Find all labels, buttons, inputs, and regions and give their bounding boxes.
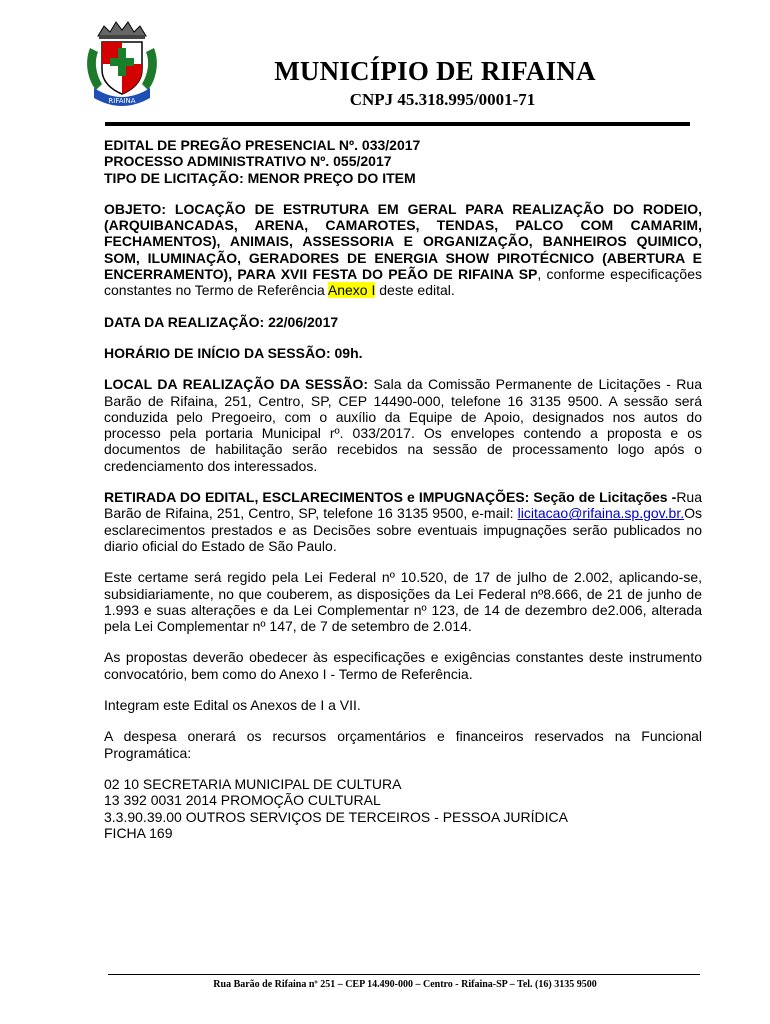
- document-body: [104, 137, 702, 841]
- objeto-tail: deste edital.: [375, 282, 455, 299]
- retirada-paragraph: [104, 489, 702, 554]
- edital-heading: [104, 137, 702, 186]
- lei-paragraph: Este certame será regido pela Lei Federal nº 10.520, de 17 de julho de 2.002, aplicando-se, subsidiariamente, no que couberem, as disposições da Lei Federal nº8.666, de 21 de junho de 1.993 e suas alterações e da Lei Complementar nº 123, de 14 de dezembro de2.006, alterada pela Lei Complementar nº 147, de 7 de setembro de 2.014.: [104, 569, 702, 635]
- objeto-paragraph: [104, 201, 702, 299]
- dotacao-line: FICHA 169: [104, 824, 173, 841]
- data-realizacao: DATA DA REALIZAÇÃO: 22/06/2017: [104, 313, 339, 330]
- licitacao-type: TIPO DE LICITAÇÃO: MENOR PREÇO DO ITEM: [104, 169, 416, 186]
- propostas-paragraph: As propostas deverão obedecer às especificações e exigências constantes deste instrumento convocatório, bem como do Anexo I - Termo de Referência.: [104, 649, 702, 682]
- anexos-paragraph: Integram este Edital os Anexos de I a VII.: [104, 697, 361, 714]
- retirada-text: Rua Barão de Rifaina, 251, Centro, SP, telefone 16 3135 9500, e-mail:: [104, 489, 702, 522]
- cnpj-line: CNPJ 45.318.995/0001-71: [349, 90, 536, 109]
- municipality-title: MUNICÍPIO DE RIFAINA: [274, 56, 596, 86]
- header-divider: [105, 122, 690, 126]
- dotacao-line: 02 10 SECRETARIA MUNICIPAL DE CULTURA: [104, 775, 402, 792]
- local-label: LOCAL DA REALIZAÇÃO DA SESSÃO:: [104, 376, 368, 393]
- crest-text: RIFAINA: [108, 97, 136, 105]
- edital-number: EDITAL DE PREGÃO PRESENCIAL Nº. 033/2017: [104, 137, 421, 153]
- horario-sessao: HORÁRIO DE INÍCIO DA SESSÃO: 09h.: [104, 344, 363, 361]
- retirada-tail: Os esclarecimentos prestados e as Decisões sobre eventuais impugnações serão publicados no diario oficial do Estado de São Paulo.: [104, 505, 702, 554]
- anexo-highlight: Anexo I: [327, 282, 376, 299]
- processo-number: PROCESSO ADMINISTRATIVO Nº. 055/2017: [104, 153, 392, 170]
- despesa-paragraph: A despesa onerará os recursos orçamentários e financeiros reservados na Funcional Programática:: [104, 728, 702, 761]
- objeto-text: , conforme especificações constantes no Termo de Referência: [104, 266, 702, 299]
- local-paragraph: [104, 376, 702, 474]
- footer-address: Rua Barão de Rifaina nº 251 – CEP 14.490-000 – Centro - Rifaina-SP – Tel. (16) 3135 9500: [213, 979, 597, 990]
- dotacao-line: 3.3.90.39.00 OUTROS SERVIÇOS DE TERCEIROS - PESSOA JURÍDICA: [104, 808, 568, 825]
- local-text: Sala da Comissão Permanente de Licitações - Rua Barão de Rifaina, 251, Centro, SP, CEP 14490-000, telefone 16 3135 9500. A sessão será conduzida pelo Pregoeiro, com o auxílio da Equipe de Apoio, designados nos autos do processo pela portaria Municipal rº. 033/2017. Os envelopes contendo a proposta e os documentos de habilitação serão recebidos na sessão de processamento logo após o credenciamento dos interessados.: [104, 376, 702, 474]
- objeto-bold: OBJETO: LOCAÇÃO DE ESTRUTURA EM GERAL PARA REALIZAÇÃO DO RODEIO,(ARQUIBANCADAS, ARENA, CAMAROTES, TENDAS, PALCO COM CAMARIM, FECHAMENTOS), ANIMAIS, ASSESSORIA E ORGANIZAÇÃO, BANHEIROS QUIMICO, SOM, ILUMINAÇÃO, GERADORES DE ENERGIA SHOW PIROTÉCNICO (ABERTURA E ENCERRAMENTO), PARA XVII FESTA DO PEÃO DE RIFAINA SP: [104, 200, 702, 283]
- email-link[interactable]: licitacao@rifaina.sp.gov.br.: [517, 505, 685, 522]
- dotacao-line: 13 392 0031 2014 PROMOÇÃO CULTURAL: [104, 792, 381, 809]
- footer-divider: [108, 974, 700, 975]
- retirada-label: RETIRADA DO EDITAL, ESCLARECIMENTOS e IMPUGNAÇÕES: Seção de Licitações -: [104, 489, 677, 506]
